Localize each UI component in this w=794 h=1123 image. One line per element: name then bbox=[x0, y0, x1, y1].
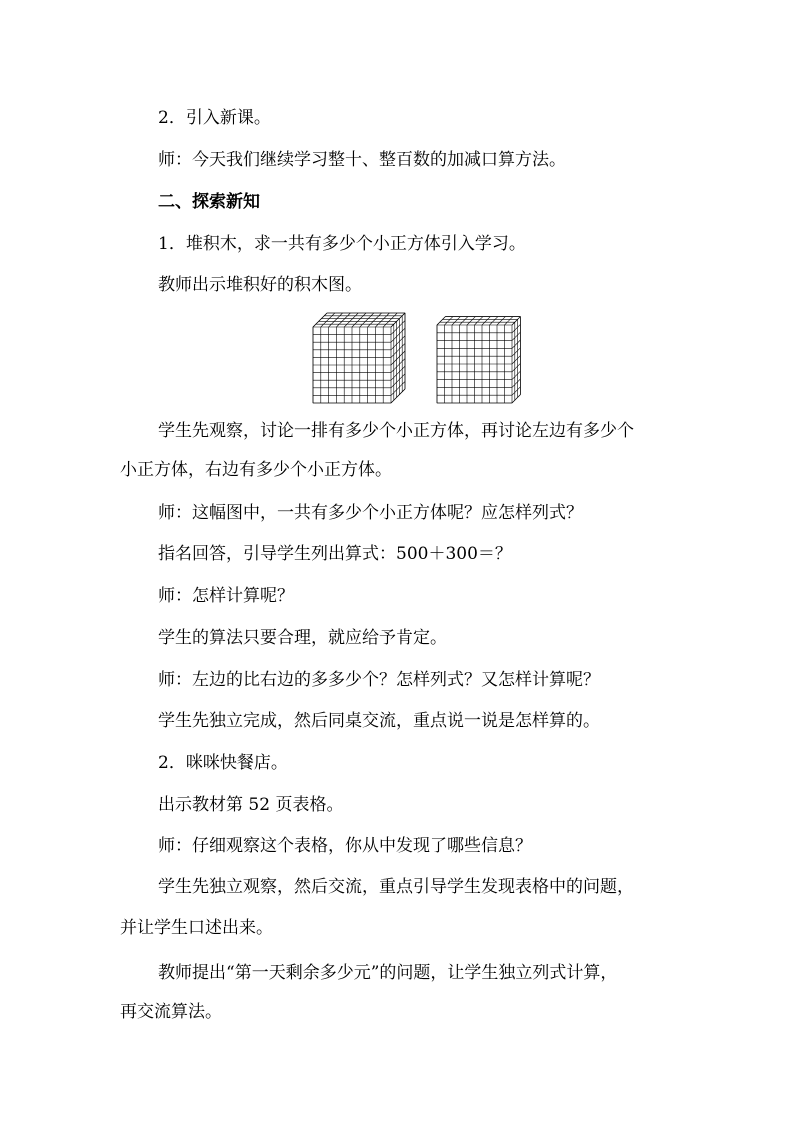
paragraph-show-blocks: 教师出示堆积好的积木图。 bbox=[158, 275, 362, 295]
paragraph-stack-blocks: 1．堆积木，求一共有多少个小正方体引入学习。 bbox=[158, 234, 526, 254]
cube-blocks-figure bbox=[312, 312, 522, 404]
section-heading-explore: 二、探索新知 bbox=[158, 192, 260, 212]
paragraph-teacher-question-cont: 再交流算法。 bbox=[120, 1002, 222, 1022]
paragraph-intro-new-lesson: 2．引入新课。 bbox=[158, 108, 271, 128]
paragraph-independent-complete: 学生先独立完成，然后同桌交流，重点说一说是怎样算的。 bbox=[158, 711, 600, 731]
paragraph-teacher-how-many: 师：这幅图中，一共有多少个小正方体呢？应怎样列式？ bbox=[158, 503, 583, 523]
paragraph-students-find-problem: 学生先独立观察，然后交流，重点引导学生发现表格中的问题， bbox=[158, 877, 634, 897]
paragraph-students-observe-cont: 小正方体，右边有多少个小正方体。 bbox=[120, 460, 392, 480]
paragraph-students-observe: 学生先观察，讨论一排有多少个小正方体，再讨论左边有多少个 bbox=[158, 421, 634, 441]
paragraph-mimi-restaurant: 2．咪咪快餐店。 bbox=[158, 753, 288, 773]
cube-block-outline bbox=[437, 317, 520, 403]
right-cube-block bbox=[437, 317, 520, 403]
paragraph-show-table: 出示教材第 52 页表格。 bbox=[158, 795, 344, 815]
left-cube-block bbox=[313, 313, 405, 403]
paragraph-teacher-observe-table: 师：仔细观察这个表格，你从中发现了哪些信息？ bbox=[158, 836, 532, 856]
paragraph-equation: 指名回答，引导学生列出算式：500＋300＝？ bbox=[158, 544, 512, 564]
paragraph-teacher-difference: 师：左边的比右边的多多少个？怎样列式？又怎样计算呢？ bbox=[158, 670, 600, 690]
paragraph-reasonable-method: 学生的算法只要合理，就应给予肯定。 bbox=[158, 628, 447, 648]
paragraph-students-find-problem-cont: 并让学生口述出来。 bbox=[120, 918, 273, 938]
paragraph-teacher-how-calc: 师：怎样计算呢？ bbox=[158, 586, 294, 606]
paragraph-teacher-question: 教师提出“第一天剩余多少元”的问题，让学生独立列式计算， bbox=[158, 963, 618, 983]
paragraph-teacher-today: 师：今天我们继续学习整十、整百数的加减口算方法。 bbox=[158, 150, 566, 170]
